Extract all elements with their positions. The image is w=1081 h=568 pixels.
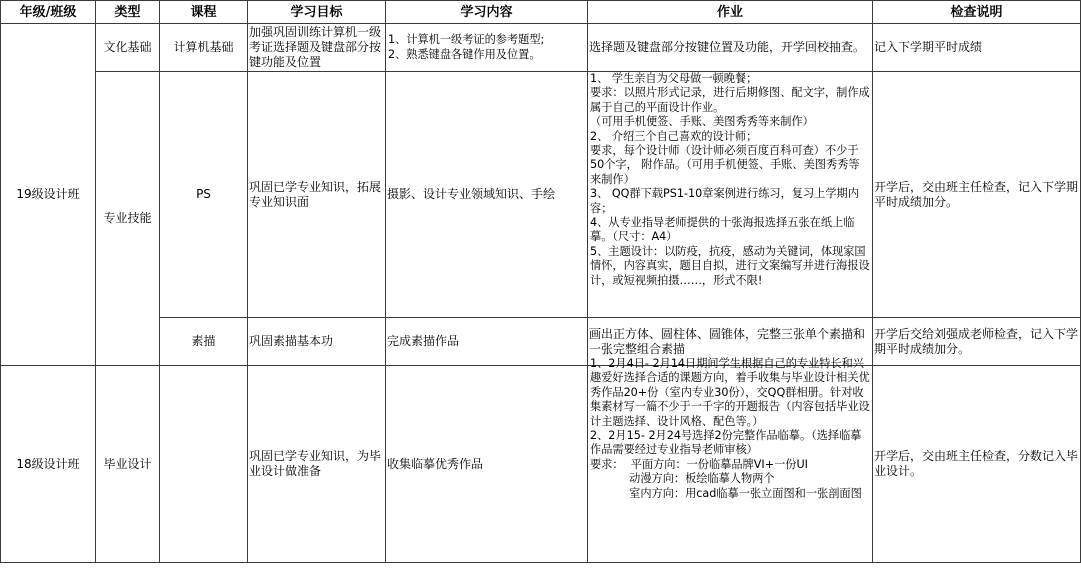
check-sketch-cell: 开学后交给刘强成老师检查，记入下学期平时成绩加分。 — [873, 318, 1081, 366]
header-grade: 年级/班级 — [1, 1, 96, 24]
content-computer-cell: 1、计算机一级考证的参考题型; 2、熟悉键盘各键作用及位置。 — [386, 24, 588, 72]
check-computer-cell: 记入下学期平时成绩 — [873, 24, 1081, 72]
table-row — [1, 366, 1081, 563]
type-culture-cell: 文化基础 — [96, 24, 160, 72]
header-type: 类型 — [96, 1, 160, 24]
course-computer-cell: 计算机基础 — [160, 24, 248, 72]
check-graduation-cell: 开学后，交由班主任检查，分数记入毕业设计。 — [873, 366, 1081, 563]
table-row — [1, 72, 1081, 318]
type-skill-cell: 专业技能 — [96, 72, 160, 366]
course-graduation-cell — [160, 366, 248, 563]
goal-sketch-cell: 巩固素描基本功 — [248, 318, 386, 366]
homework-ps-cell: 1、 学生亲自为父母做一顿晚餐； 要求：以照片形式记录，进行后期修图、配文字，制作成属于自己的平面设计作业。 （可用手机便签、手账、美图秀秀等来制作） 2、 介绍三个自己喜欢的设计师； 要求，每个设计师（设计师必须百度百科可查）不少于50个字， 附作品。（可用手机便签、手账、美图秀秀等来制作） 3、 QQ群下载PS1-10章案例进行练习，复习上学期内容； 4、从专业指导老师提供的十张海报选择五张在纸上临摹。（尺寸：A4） 5、主题设计：以防疫，抗疫，感动为关键词，体现家国情怀，内容真实，题目自拟，进行文案编写并进行海报设计，或短视频拍摄……，形式不限! — [588, 72, 873, 318]
header-course: 课程 — [160, 1, 248, 24]
goal-ps-cell: 巩固已学专业知识，拓展专业知识面 — [248, 72, 386, 318]
goal-graduation-cell: 巩固已学专业知识，为毕业设计做准备 — [248, 366, 386, 563]
header-goal: 学习目标 — [248, 1, 386, 24]
homework-sketch-cell: 画出正方体、圆柱体、圆锥体，完整三张单个素描和一张完整组合素描 — [588, 318, 873, 366]
grade-18-cell: 18级设计班 — [1, 366, 96, 563]
course-ps-cell: PS — [160, 72, 248, 318]
table-row — [1, 318, 1081, 366]
grade-19-cell: 19级设计班 — [1, 24, 96, 366]
goal-computer-cell: 加强巩固训练计算机一级考证选择题及键盘部分按键功能及位置 — [248, 24, 386, 72]
content-sketch-cell: 完成素描作品 — [386, 318, 588, 366]
course-sketch-cell: 素描 — [160, 318, 248, 366]
check-ps-cell: 开学后，交由班主任检查，记入下学期平时成绩加分。 — [873, 72, 1081, 318]
homework-graduation-cell — [588, 357, 873, 563]
type-graduation-cell: 毕业设计 — [96, 366, 160, 563]
table-row — [1, 24, 1081, 72]
header-check: 检查说明 — [873, 1, 1081, 24]
homework-computer-cell: 选择题及键盘部分按键位置及功能，开学回校抽查。 — [588, 24, 873, 72]
header-homework: 作业 — [588, 1, 873, 24]
homework-graduation-text: 1、2月4日- 2月14日期间学生根据自己的专业特长和兴趣爱好选择合适的课题方向，着手收集与毕业设计相关优秀作品20+份（室内专业30份），交QQ群相册。针对收集素材写一篇不少于一千字的开题报告（内容包括毕业设计主题选择、设计风格、配色等。） 2、2月15- 2月24号选择2份完整作品临摹。（选择临摹作品需要经过专业指导老师审核） 要求： 平面方向：一份临摹品牌VI+一份UI 动漫方向：板绘临摹人物两个 室内方向：用cad临摹一张立面图和一张剖面图 — [590, 357, 870, 500]
header-content: 学习内容 — [386, 1, 588, 24]
header-row — [1, 1, 1081, 24]
content-graduation-cell: 收集临摹优秀作品 — [386, 366, 588, 563]
content-ps-cell: 摄影、设计专业领域知识、手绘 — [386, 72, 588, 318]
